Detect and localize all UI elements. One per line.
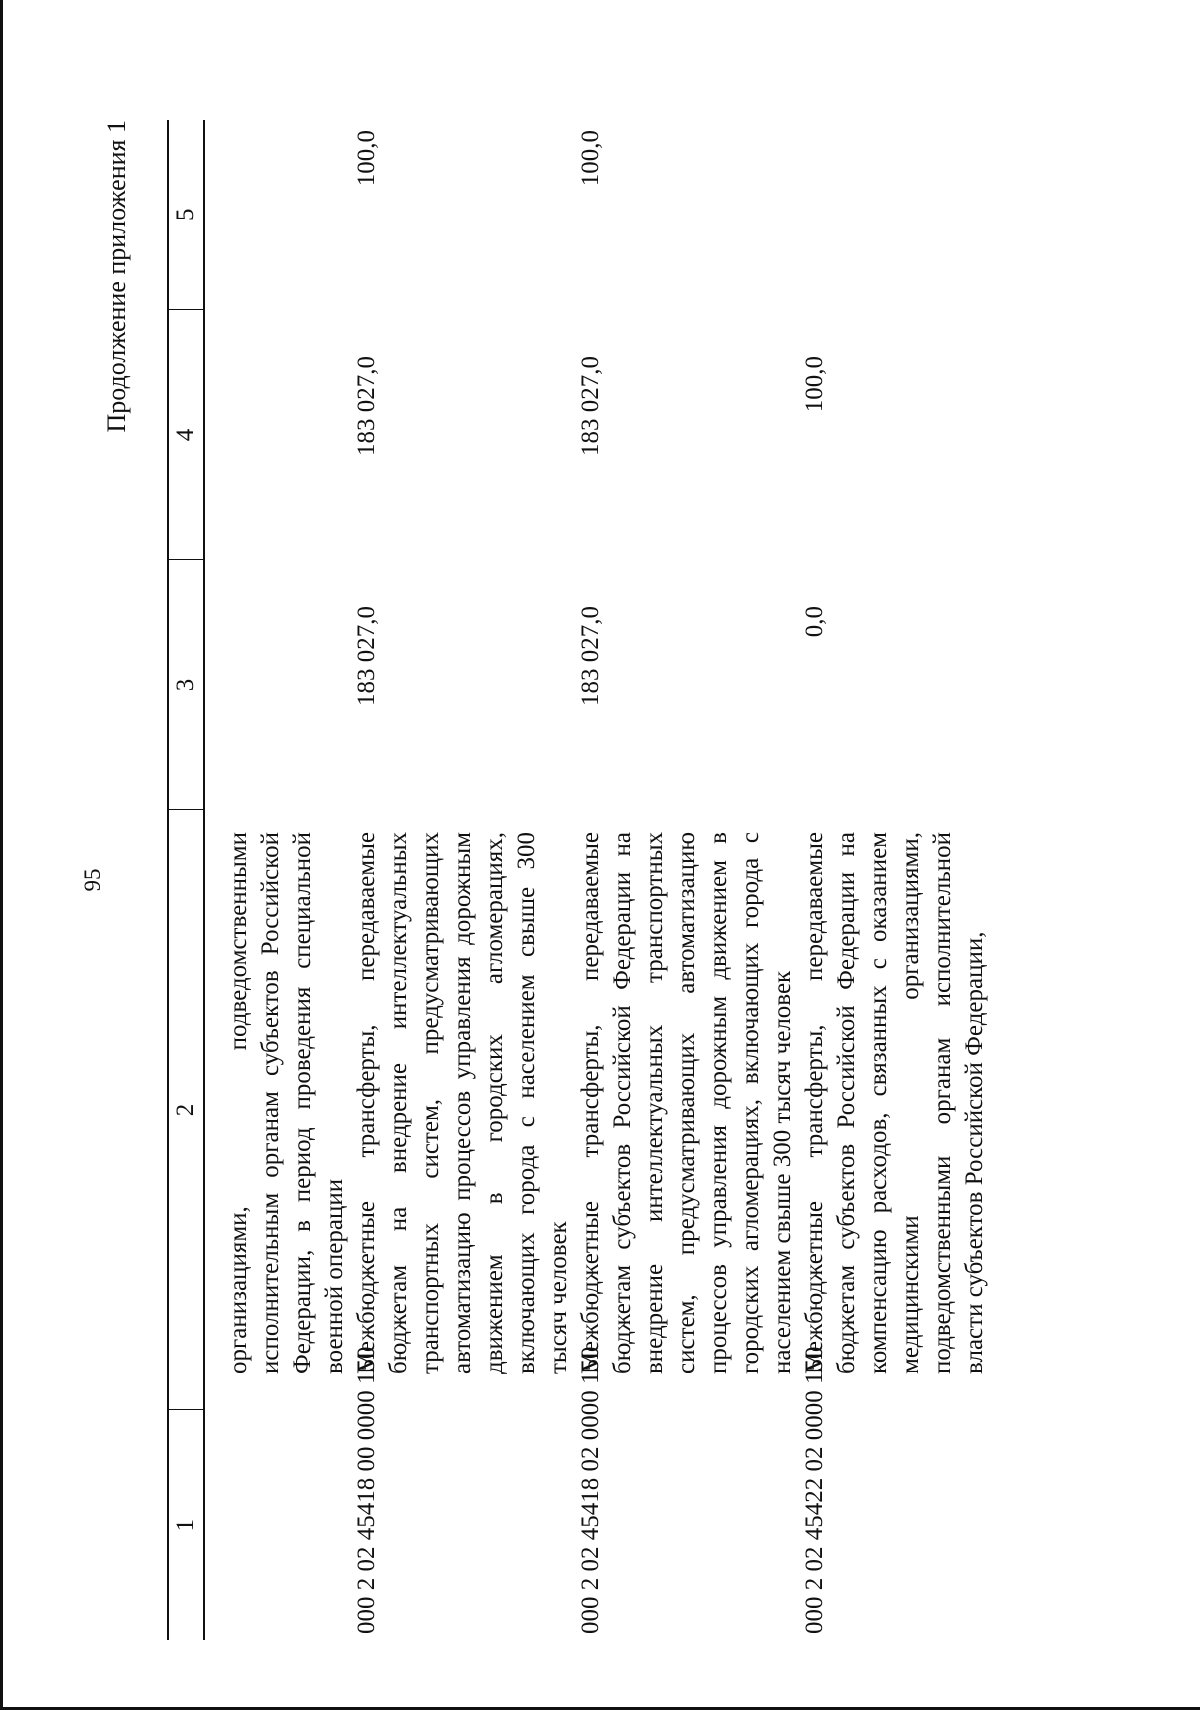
row-code: 000 2 02 45418 02 0000 150: [577, 1346, 604, 1634]
row-value-col3: [223, 560, 351, 810]
table-row: [351, 120, 575, 1640]
row-value-col4: 183 027,0: [577, 356, 604, 456]
budget-table: [167, 120, 991, 1640]
row-code: 000 2 02 45422 02 0000 150: [801, 1346, 828, 1634]
row-value-col3: 183 027,0: [353, 606, 380, 706]
row-description: Межбюджетные трансферты, передаваемые бюджетам на внедрение интеллектуальных транспортных систем, предусматривающих автоматизацию процессов управления дорожным движением в городских агломерациях, включающих города с населением свыше 300 тысяч человек: [353, 832, 572, 1374]
row-code: [223, 1410, 351, 1640]
row-code: 000 2 02 45418 00 0000 150: [353, 1346, 380, 1634]
column-header-2: 2: [168, 810, 204, 1410]
row-description: Межбюджетные трансферты, передаваемые бюджетам субъектов Российской Федерации на компенсацию расходов, связанных с оказанием медицинскими организациями, подведомственными органам исполнительной власти субъектов Российской Федерации,: [801, 832, 988, 1374]
row-description: организациями, подведомственными исполнительным органам субъектов Российской Федерации, в период проведения специальной военной операции: [225, 832, 348, 1374]
column-header-5: 5: [168, 120, 204, 310]
table-row: [575, 120, 799, 1640]
column-header-4: 4: [168, 310, 204, 560]
column-header-1: 1: [168, 1410, 204, 1640]
header-row: [168, 120, 204, 1640]
row-description: Межбюджетные трансферты, передаваемые бюджетам субъектов Российской Федерации на внедрение интеллектуальных транспортных систем, предусматривающих автоматизацию процессов управления дорожным движением в городских агломерациях, включающих города с населением свыше 300 тысяч человек: [577, 832, 796, 1374]
row-value-col4: [223, 310, 351, 560]
column-header-3: 3: [168, 560, 204, 810]
rotated-content: [80, 110, 1140, 1650]
table-row: [799, 120, 991, 1640]
row-value-col3: 183 027,0: [577, 606, 604, 706]
row-value-col5: [799, 120, 991, 310]
row-value-col4: 100,0: [801, 356, 828, 413]
page-number: 95: [80, 868, 105, 892]
row-value-col5: [223, 120, 351, 310]
row-value-col4: 183 027,0: [353, 356, 380, 456]
row-value-col3: 0,0: [801, 606, 828, 638]
row-value-col5: 100,0: [353, 130, 380, 187]
row-value-col5: 100,0: [577, 130, 604, 187]
table-row: [223, 120, 351, 1640]
continuation-label: Продолжение приложения 1: [102, 120, 131, 433]
